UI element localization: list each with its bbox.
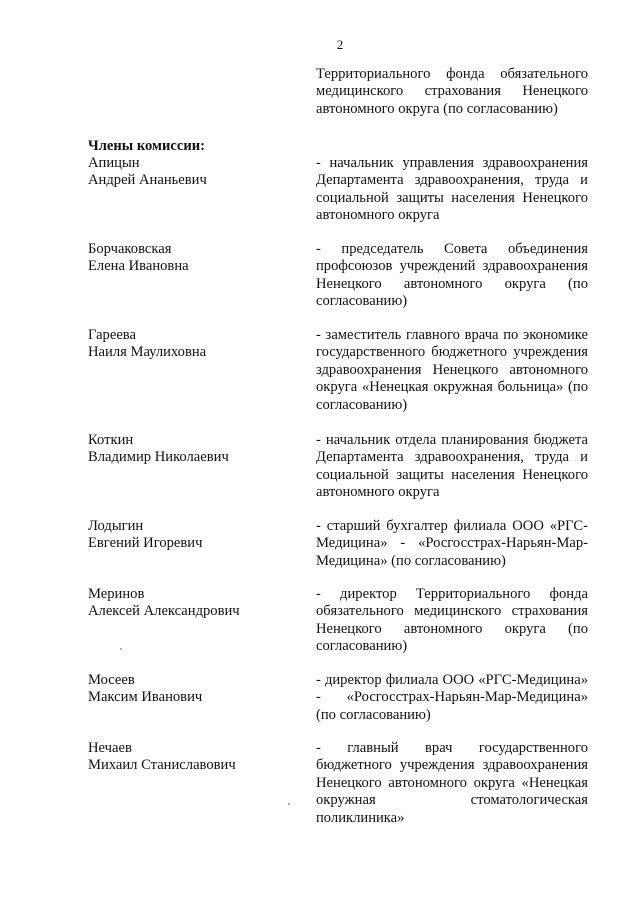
member-role: - главный врач государственного бюджетного учреждения здравоохранения Ненецкого автономного округа «Ненецкая окружная стоматологическая поликлиника»	[316, 740, 588, 826]
member-given-names: Наиля Маулиховна	[88, 344, 207, 361]
member-name	[88, 586, 308, 621]
member-name	[88, 518, 308, 553]
chairman-role-continuation: Территориального фонда обязательного медицинского страхования Ненецкого автономного округа (по согласованию)	[316, 66, 588, 117]
member-given-names: Елена Ивановна	[88, 258, 189, 275]
member-role: - председатель Совета объединения профсоюзов учреждений здравоохранения Ненецкого автономного округа (по согласованию)	[316, 241, 588, 310]
member-role: - директор филиала ООО «РГС-Медицина» - «Росгосстрах-Нарьян-Мар-Медицина» (по согласованию)	[316, 672, 588, 723]
member-surname: Нечаев	[88, 740, 132, 756]
page-number: 2	[336, 37, 344, 52]
member-role: - начальник управления здравоохранения Департамента здравоохранения, труда и социальной защиты населения Ненецкого автономного округа	[316, 155, 588, 224]
member-role: - начальник отдела планирования бюджета Департамента здравоохранения, труда и социальной защиты населения Ненецкого автономного округа	[316, 432, 588, 501]
member-name	[88, 672, 308, 707]
member-given-names: Алексей Александрович	[88, 603, 240, 620]
member-role: - заместитель главного врача по экономике государственного бюджетного учреждения здравоохранения Ненецкого автономного округа «Ненецкая окружная больница» (по согласованию)	[316, 327, 588, 413]
member-name	[88, 327, 308, 362]
member-given-names: Евгений Игоревич	[88, 535, 203, 552]
member-surname: Гареева	[88, 327, 136, 343]
member-surname: Коткин	[88, 432, 134, 448]
scan-speck	[288, 803, 290, 805]
member-surname: Мосеев	[88, 672, 135, 688]
member-name	[88, 241, 308, 276]
member-role: - старший бухгалтер филиала ООО «РГС-Медицина» - «Росгосстрах-Нарьян-Мар-Медицина» (по согласованию)	[316, 518, 588, 569]
member-surname: Лодыгин	[88, 518, 144, 534]
member-name	[88, 432, 308, 467]
member-name	[88, 155, 308, 190]
member-given-names: Михаил Станиславович	[88, 757, 236, 774]
member-given-names: Максим Иванович	[88, 689, 203, 706]
members-section-heading: Члены комиссии:	[88, 138, 206, 154]
member-surname: Меринов	[88, 586, 145, 602]
member-given-names: Владимир Николаевич	[88, 449, 229, 466]
scan-speck	[120, 648, 122, 650]
member-role: - директор Территориального фонда обязательного медицинского страхования Ненецкого автономного округа (по согласованию)	[316, 586, 588, 655]
member-surname: Апицын	[88, 155, 140, 171]
member-name	[88, 740, 308, 775]
member-surname: Борчаковская	[88, 241, 172, 257]
member-given-names: Андрей Ананьевич	[88, 172, 207, 189]
